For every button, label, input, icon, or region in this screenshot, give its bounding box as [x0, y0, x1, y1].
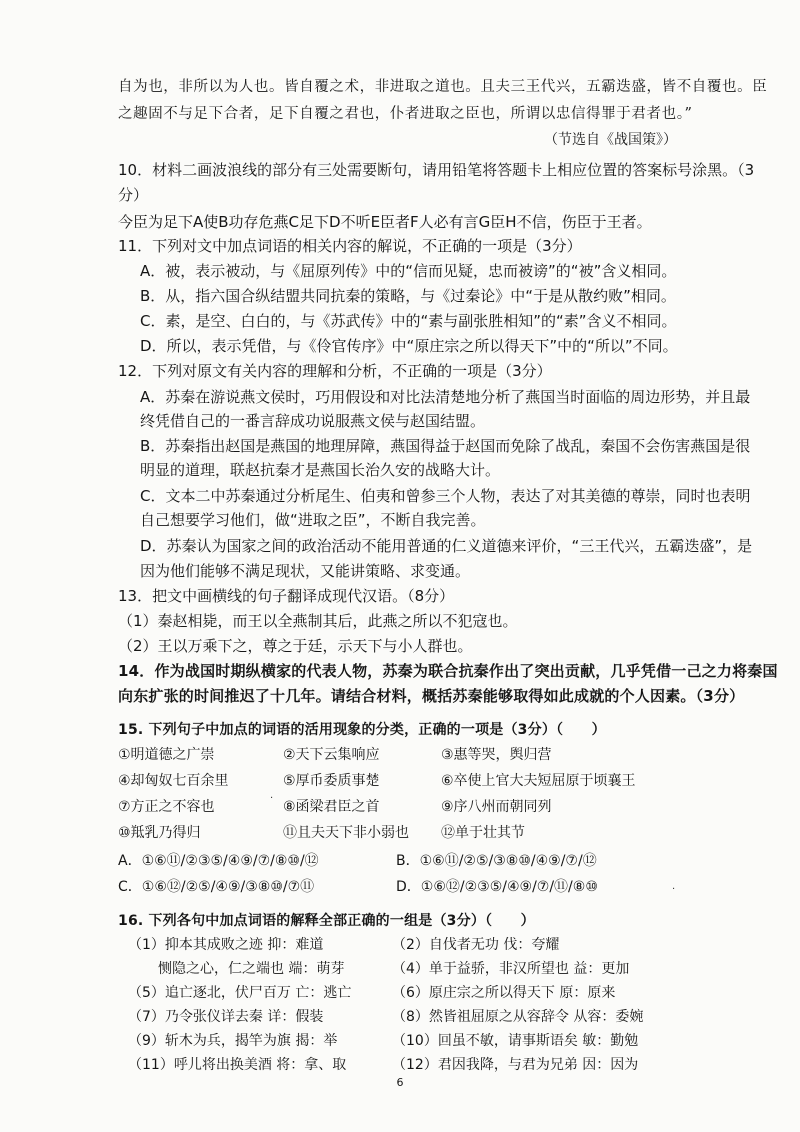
q12-option-a: A．苏秦在游说燕文侯时，巧用假设和对比法清楚地分析了燕国当时面临的周边形势，并且最: [140, 388, 751, 406]
q15-item: ②天下云集响应: [283, 747, 380, 763]
passage-source: （节选自《战国策》）: [544, 132, 677, 148]
q16-item: （5）追亡逐北，伏尸百万 亡：逃亡: [128, 985, 352, 1001]
q12-option-d: D．苏秦认为国家之间的政治活动不能用普通的仁义道德来评价，“三王代兴，五霸迭盛”，是: [140, 537, 753, 555]
q15-stem: 15. 下列句子中加点的词语的活用现象的分类，正确的一项是（3分）（ ）: [118, 722, 606, 738]
q16-item: （7）乃令张仪详去秦 详：假装: [128, 1009, 324, 1025]
q15-item: ④却匈奴七百余里: [118, 773, 229, 789]
q14-stem: 14．作为战国时期纵横家的代表人物，苏秦为联合抗秦作出了突出贡献，几乎凭借一己之力将秦国: [118, 662, 778, 680]
q12-option-c: C．文本二中苏秦通过分析尾生、伯夷和曾参三个人物，表达了对其美德的尊崇，同时也表明: [140, 487, 751, 505]
q12-option-b-cont: 明显的道理，联赵抗秦才是燕国长治久安的战略大计。: [140, 461, 501, 479]
q12-option-c-cont: 自己想要学习他们，做“进取之臣”，不断自我完善。: [140, 511, 486, 529]
q15-item: ①明道德之广崇: [118, 747, 215, 763]
passage-line: 之趣固不与足下合者，足下自覆之君也，仆者进取之臣也，所谓以忠信得罪于君者也。”: [118, 106, 693, 122]
passage-line: 自为也，非所以为人也。皆自覆之术，非进取之道也。且夫三王代兴，五霸迭盛，皆不自覆也。臣: [118, 79, 768, 95]
q16-item: （4）单于益骄，非汉所望也 益：更加: [392, 961, 630, 977]
page-number: 6: [396, 1076, 404, 1089]
q16-item: 恻隐之心，仁之端也 端：萌芽: [158, 961, 345, 977]
q15-choice-b: B．①⑥⑪/②⑤/③⑧⑩/④⑨/⑦/⑫: [396, 853, 597, 869]
q12-option-b: B．苏秦指出赵国是燕国的地理屏障，燕国得益于赵国而免除了战乱，秦国不会伤害燕国是很: [140, 437, 751, 455]
scan-speck: ·: [672, 884, 676, 895]
q12-option-d-cont: 因为他们能够不满足现状，又能讲策略、求变通。: [140, 562, 471, 580]
q15-item: ⑪且夫天下非小弱也: [283, 825, 409, 841]
q11-stem: 11．下列对文中加点词语的相关内容的解说，不正确的一项是（3分）: [118, 237, 582, 255]
q11-option-d: D．所以，表示凭借，与《伶官传序》中“原庄宗之所以得天下”中的“所以”不同。: [140, 337, 678, 355]
q13-item-1: （1）秦赵相毙，而王以全燕制其后，此燕之所以不犯寇也。: [118, 612, 518, 630]
q16-item: （9）斩木为兵，揭竿为旗 揭：举: [128, 1033, 338, 1049]
q16-item: （11）呼儿将出换美酒 将：拿、取: [128, 1057, 347, 1073]
q15-choice-d: D．①⑥⑫/②③⑤/④⑨/⑦/⑪/⑧⑩: [396, 879, 598, 895]
q16-item: （12）君因我降，与君为兄弟 因：因为: [392, 1057, 639, 1073]
q15-choice-c: C．①⑥⑫/②⑤/④⑨/③⑧⑩/⑦⑪: [118, 879, 315, 895]
q12-option-a-cont: 终凭借自己的一番言辞成功说服燕文侯与赵国结盟。: [140, 412, 486, 430]
q13-stem: 13．把文中画横线的句子翻译成现代汉语。（8分）: [118, 587, 455, 605]
q11-option-b: B．从，指六国合纵结盟共同抗秦的策略，与《过秦论》中“于是从散约败”相同。: [140, 287, 676, 305]
q16-item: （2）自伐者无功 伐：夸耀: [392, 937, 560, 953]
q16-stem: 16. 下列各句中加点词语的解释全部正确的一组是（3分）（ ）: [118, 913, 535, 929]
q10-sentence: 今臣为足下A使B功存危燕C足下D不听E臣者F人必有言G臣H不信，伤臣于王者。: [118, 213, 652, 231]
q15-item: ⑫单于壮其节: [441, 825, 525, 841]
q15-item: ⑤厚币委质事楚: [283, 773, 380, 789]
q16-item: （8）然皆祖屈原之从容辞令 从容：委婉: [392, 1009, 644, 1025]
q15-item: ⑦方正之不容也: [118, 799, 215, 815]
q11-option-a: A．被，表示被动，与《屈原列传》中的“信而见疑，忠而被谤”的“被”含义相同。: [140, 262, 677, 280]
q16-item: （10）回虽不敏，请事斯语矣 敏：勤勉: [392, 1033, 639, 1049]
q14-stem-cont: 向东扩张的时间推迟了十几年。请结合材料，概括苏秦能够取得如此成就的个人因素。（3分）: [118, 687, 745, 705]
q15-choice-a: A．①⑥⑪/②③⑤/④⑨/⑦/⑧⑩/⑫: [118, 853, 319, 869]
q11-option-c: C．素，是空、白白的，与《苏武传》中的“素与副张胜相知”的“素”含义不相同。: [140, 312, 677, 330]
scan-speck: ·: [270, 793, 274, 804]
q15-item: ⑨序八州而朝同列: [441, 799, 552, 815]
q15-item: ⑧函梁君臣之首: [283, 799, 380, 815]
q10-stem: 10．材料二画波浪线的部分有三处需要断句，请用铅笔将答题卡上相应位置的答案标号涂黑。（3: [118, 161, 755, 179]
q12-stem: 12．下列对原文有关内容的理解和分析，不正确的一项是（3分）: [118, 362, 552, 380]
q15-item: ③惠等哭，舆归营: [441, 747, 552, 763]
q16-item: （6）原庄宗之所以得天下 原：原来: [392, 985, 616, 1001]
q15-item: ⑩羝乳乃得归: [118, 825, 201, 841]
q10-stem-cont: 分）: [118, 186, 149, 204]
q13-item-2: （2）王以万乘下之，尊之于廷，示天下与小人群也。: [118, 637, 473, 655]
q15-item: ⑥卒使上官大夫短屈原于顷襄王: [441, 773, 636, 789]
q16-item: （1）抑本其成败之迹 抑：难道: [128, 937, 324, 953]
